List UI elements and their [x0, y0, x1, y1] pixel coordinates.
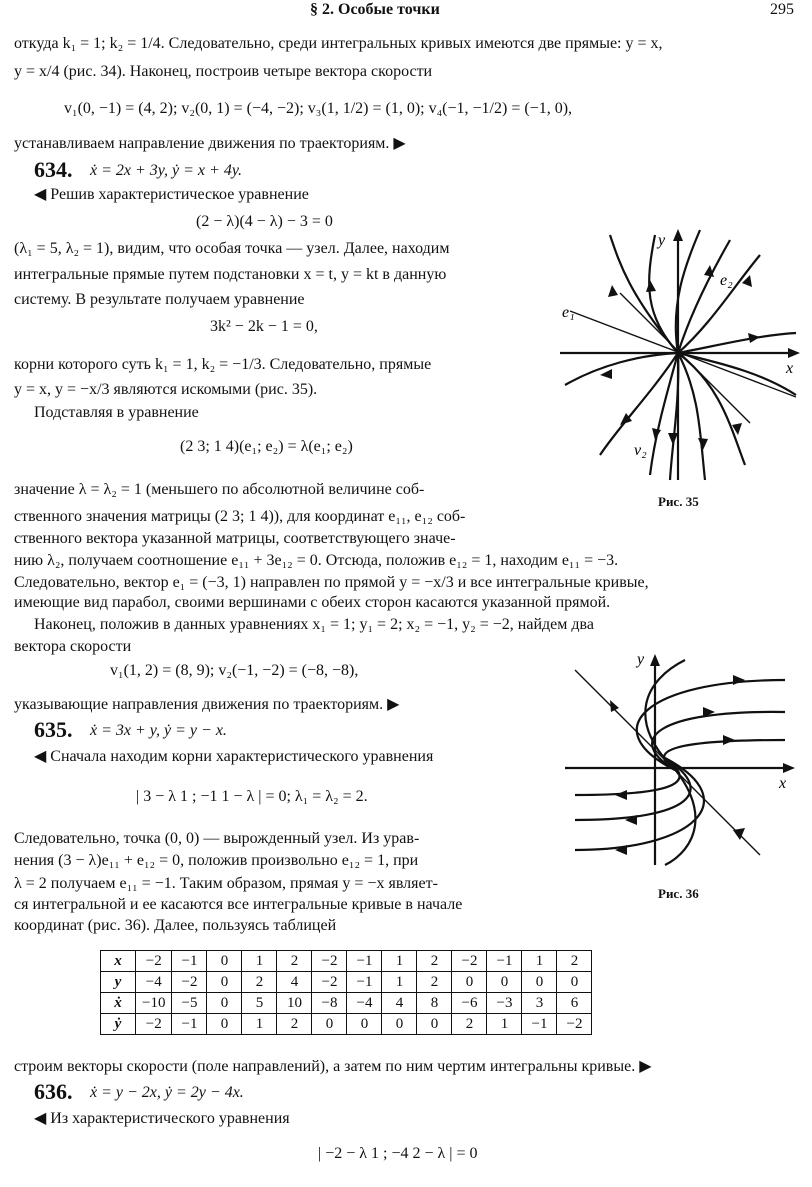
running-header: § 2. Особые точки — [310, 1, 440, 18]
table-cell: 2 — [277, 1014, 312, 1035]
fig36-caption: Рис. 36 — [658, 886, 699, 901]
text-line: ся интегральной и ее касаются все интегральные кривые в начале — [14, 896, 463, 913]
table-cell: 4 — [382, 993, 417, 1014]
table-cell: −2 — [557, 1014, 592, 1035]
formula: | −2 − λ 1 ; −4 2 − λ | = 0 — [318, 1145, 478, 1162]
text-line: ◀ Сначала находим корни характеристического уравнения — [34, 748, 434, 765]
text-line: координат (рис. 36). Далее, пользуясь таблицей — [14, 917, 337, 934]
table-cell: 1 — [382, 972, 417, 993]
text-line: нию λ₂, получаем соотношение e₁₁ + 3e₁₂ = 0. Отсюда, положив e₁₂ = 1, находим e₁₁ = −3. — [14, 552, 619, 569]
problem-number: 636. — [34, 1079, 73, 1104]
table-cell: 1 — [382, 951, 417, 972]
formula: (2 − λ)(4 − λ) − 3 = 0 — [196, 213, 333, 230]
table-cell: 2 — [242, 972, 277, 993]
text-line: ◀ Решив характеристическое уравнение — [34, 186, 309, 203]
table-cell: −4 — [136, 972, 172, 993]
text-line: указывающие направления движения по траекториям. ▶ — [14, 696, 400, 713]
table-row — [101, 972, 592, 993]
formula: v₁(0, −1) = (4, 2); v₂(0, 1) = (−4, −2); v₃(1, 1/2) = (1, 0); v₄(−1, −1/2) = (−1, 0), — [64, 100, 573, 117]
table-cell: −2 — [136, 951, 172, 972]
page-number: 295 — [770, 1, 794, 18]
table-row — [101, 1014, 592, 1035]
figure-35 — [560, 225, 800, 485]
table-row-header: ẋ — [101, 993, 136, 1014]
text-line: Следовательно, вектор e₁ = (−3, 1) направлен по прямой y = −x/3 и все интегральные кривые, — [14, 574, 649, 591]
table-cell: 0 — [452, 972, 487, 993]
text-line: нения (3 − λ)e₁₁ + e₁₂ = 0, положив произвольно e₁₂ = 1, при — [14, 852, 419, 869]
fig35-e1-label: e₁ — [562, 304, 575, 321]
text-line: систему. В результате получаем уравнение — [14, 291, 305, 308]
formula: v₁(1, 2) = (8, 9); v₂(−1, −2) = (−8, −8), — [110, 662, 359, 679]
text-line: устанавливаем направление движения по траекториям. ▶ — [14, 135, 406, 152]
table-cell: 1 — [242, 951, 277, 972]
table-cell: 0 — [382, 1014, 417, 1035]
text-line: корни которого суть k₁ = 1, k₂ = −1/3. Следовательно, прямые — [14, 356, 432, 373]
table-cell: 0 — [207, 993, 242, 1014]
table-cell: 0 — [207, 972, 242, 993]
table-cell: 2 — [452, 1014, 487, 1035]
text-line: ственного значения матрицы (2 3; 1 4)), для координат e₁₁, e₁₂ соб- — [14, 508, 466, 525]
table-cell: 0 — [557, 972, 592, 993]
table-cell: −2 — [172, 972, 207, 993]
table-cell: 2 — [417, 951, 452, 972]
table-cell: 0 — [207, 951, 242, 972]
table-cell: 3 — [522, 993, 557, 1014]
table-cell: 2 — [557, 951, 592, 972]
problem-number: 634. — [34, 157, 73, 182]
table-cell: −1 — [172, 1014, 207, 1035]
table-cell: −6 — [452, 993, 487, 1014]
fig35-y-label: y — [658, 232, 666, 249]
table-cell: 0 — [487, 972, 522, 993]
fig35-x-label: x — [786, 360, 794, 377]
table-cell: −1 — [487, 951, 522, 972]
formula: ẋ = 3x + y, ẏ = y − x. — [90, 722, 227, 739]
fig36-x-label: x — [779, 775, 787, 792]
table-cell: −1 — [522, 1014, 557, 1035]
table-cell: −5 — [172, 993, 207, 1014]
table-cell: 0 — [312, 1014, 347, 1035]
text-line: Подставляя в уравнение — [34, 404, 199, 421]
table-cell: −2 — [312, 951, 347, 972]
text-line: интегральные прямые путем подстановки x = t, y = kt в данную — [14, 266, 447, 283]
table-cell: −2 — [136, 1014, 172, 1035]
formula: ẋ = y − 2x, ẏ = 2y − 4x. — [90, 1084, 244, 1101]
text-line: откуда k₁ = 1; k₂ = 1/4. Следовательно, среди интегральных кривых имеются две прямые: y = x, — [14, 35, 663, 52]
table-cell: −2 — [452, 951, 487, 972]
text-line: ственного вектора указанной матрицы, соответствующего значе- — [14, 530, 456, 547]
fig35-e2-label: e₂ — [720, 272, 733, 289]
velocity-table — [100, 950, 592, 1035]
text-line: вектора скорости — [14, 638, 132, 655]
text-line: строим векторы скорости (поле направлений), а затем по ним чертим интегральны кривые. ▶ — [14, 1058, 652, 1075]
text-line: y = x/4 (рис. 34). Наконец, построив четыре вектора скорости — [14, 63, 433, 80]
figure-36 — [565, 650, 795, 870]
formula: (2 3; 1 4)(e₁; e₂) = λ(e₁; e₂) — [180, 438, 353, 455]
text-line: значение λ = λ₂ = 1 (меньшего по абсолютной величине соб- — [14, 481, 425, 498]
formula: 3k² − 2k − 1 = 0, — [210, 318, 318, 335]
text-line: (λ₁ = 5, λ₂ = 1), видим, что особая точка — узел. Далее, находим — [14, 240, 450, 257]
problem-number: 635. — [34, 717, 73, 742]
table-cell: 1 — [522, 951, 557, 972]
table-cell: 4 — [277, 972, 312, 993]
table-cell: 10 — [277, 993, 312, 1014]
table-cell: −1 — [172, 951, 207, 972]
formula: | 3 − λ 1 ; −1 1 − λ | = 0; λ₁ = λ₂ = 2. — [136, 788, 368, 805]
table-row — [101, 951, 592, 972]
table-cell: −1 — [347, 951, 382, 972]
fig35-caption: Рис. 35 — [658, 494, 699, 509]
table-cell: 2 — [277, 951, 312, 972]
formula: ẋ = 2x + 3y, ẏ = x + 4y. — [90, 162, 243, 179]
table-cell: 0 — [417, 1014, 452, 1035]
text-line: имеющие вид парабол, своими вершинами с обеих сторон касаются указанной прямой. — [14, 594, 611, 611]
text-line: ◀ Из характеристического уравнения — [34, 1110, 290, 1127]
table-cell: −3 — [487, 993, 522, 1014]
table-cell: 1 — [242, 1014, 277, 1035]
table-cell: 0 — [207, 1014, 242, 1035]
fig35-v2-label: v₂ — [634, 442, 647, 459]
fig36-y-label: y — [637, 651, 645, 668]
table-cell: −1 — [347, 972, 382, 993]
text-line: λ = 2 получаем e₁₁ = −1. Таким образом, прямая y = −x являет- — [14, 875, 438, 892]
table-row — [101, 993, 592, 1014]
table-cell: 6 — [557, 993, 592, 1014]
table-cell: 8 — [417, 993, 452, 1014]
text-line: Наконец, положив в данных уравнениях x₁ = 1; y₁ = 2; x₂ = −1, y₂ = −2, найдем два — [34, 616, 594, 633]
table-row-header: ẏ — [101, 1014, 136, 1035]
table-cell: 0 — [347, 1014, 382, 1035]
table-cell: 5 — [242, 993, 277, 1014]
table-cell: −2 — [312, 972, 347, 993]
table-row-header: x — [101, 951, 136, 972]
table-cell: −8 — [312, 993, 347, 1014]
table-cell: −10 — [136, 993, 172, 1014]
table-row-header: y — [101, 972, 136, 993]
table-cell: −4 — [347, 993, 382, 1014]
text-line: y = x, y = −x/3 являются искомыми (рис. 35). — [14, 381, 318, 398]
table-cell: 1 — [487, 1014, 522, 1035]
text-line: Следовательно, точка (0, 0) — вырожденный узел. Из урав- — [14, 830, 420, 847]
table-cell: 2 — [417, 972, 452, 993]
table-cell: 0 — [522, 972, 557, 993]
